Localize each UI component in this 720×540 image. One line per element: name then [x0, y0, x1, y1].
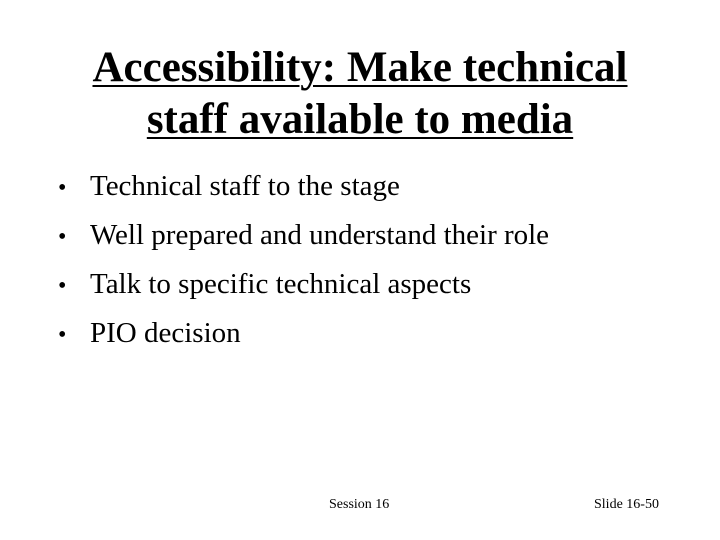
bullet-icon: •	[58, 224, 67, 250]
bullet-icon: •	[58, 273, 67, 299]
footer-session-label: Session 16	[329, 497, 390, 512]
bullet-item	[58, 163, 549, 212]
slide-title-line-1: Accessibility: Make technical	[92, 44, 628, 91]
bullet-icon: •	[58, 322, 67, 348]
bullet-icon: •	[58, 175, 67, 201]
bullet-item	[58, 261, 549, 310]
bullet-text: Technical staff to the stage	[90, 170, 400, 202]
bullet-list	[58, 163, 549, 359]
bullet-item	[58, 310, 549, 359]
footer-slide-number: Slide 16-50	[594, 497, 659, 512]
bullet-item	[58, 212, 549, 261]
slide-title	[40, 42, 680, 146]
bullet-text: Well prepared and understand their role	[90, 219, 550, 251]
bullet-text: PIO decision	[90, 317, 241, 349]
bullet-text: Talk to specific technical aspects	[90, 268, 472, 300]
slide-title-line-2: staff available to media	[146, 96, 574, 143]
